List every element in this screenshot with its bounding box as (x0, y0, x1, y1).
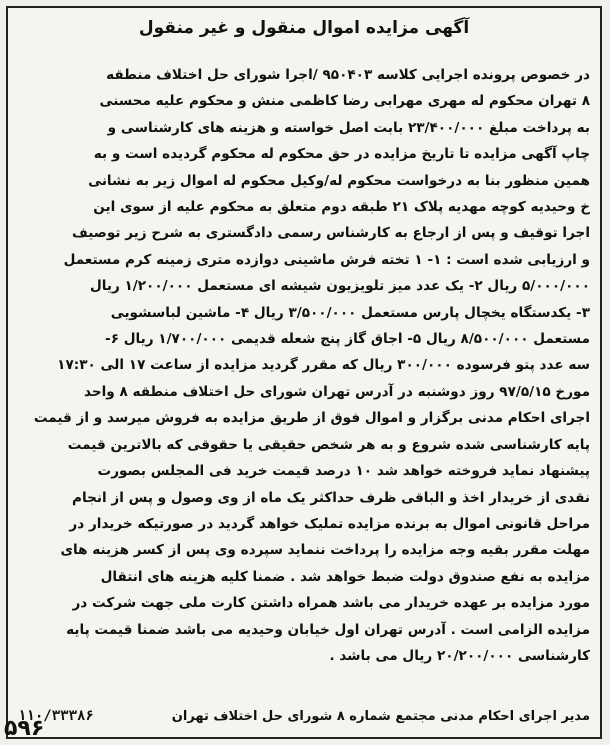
body-line: ۵/۰۰۰/۰۰۰ ریال ۲- یک عدد میز تلویزیون شیشه ای مستعمل ۱/۲۰۰/۰۰۰ ریال (89, 278, 590, 295)
body-line: خ وحیدیه کوچه مهدیه پلاک ۲۱ طبقه دوم متعلق به محکوم علیه از سوی این (93, 199, 590, 216)
body-line: مزایده الزامی است . آدرس تهران اول خیابان وحیدیه می باشد ضمنا قیمت پایه (66, 621, 590, 638)
notice-title: آگهی مزایده اموال منقول و غیر منقول (138, 18, 470, 38)
body-line: مراحل قانونی اموال به برنده مزایده تملیک خواهد گردید در صورتیکه خریدار در (69, 515, 590, 532)
body-line: نقدی از خریدار اخذ و الباقی ظرف حداکثر یک ماه از وی وصول و پس از انجام (72, 489, 590, 506)
body-line: مستعمل ۸/۵۰۰/۰۰۰ ریال ۵- اجاق گاز پنج شعله قدیمی ۱/۷۰۰/۰۰۰ ریال ۶- (105, 331, 590, 348)
body-line: کارشناسی ۲۰/۲۰۰/۰۰۰ ریال می باشد . (329, 647, 590, 664)
body-line: در خصوص پرونده اجرایی کلاسه ۹۵۰۴۰۳ /اجرا شورای حل اختلاف منطقه (106, 67, 590, 83)
body-line: چاپ آگهی مزایده تا تاریخ مزایده در حق محکوم له محکوم گردیده است و به (93, 146, 590, 163)
body-line: به پرداخت مبلغ ۲۳/۴۰۰/۰۰۰ بابت اصل خواسته و هزینه های کارشناسی و (107, 119, 590, 136)
body-line: مورخ ۹۷/۵/۱۵ روز دوشنبه در آدرس تهران شورای حل اختلاف منطقه ۸ واحد (83, 383, 590, 400)
notice-footer (18, 708, 590, 724)
reference-number: ۱۱۰/۳۳۳۸۶ (18, 708, 94, 724)
body-line: پیشنهاد نماید فروخته خواهد شد ۱۰ درصد قیمت خرید فی المجلس بصورت (97, 463, 590, 480)
body-line: ۸ تهران محکوم له مهری مهرابی رضا کاظمی منش و محکوم علیه محسنی (99, 93, 590, 110)
signature: مدیر اجرای احکام مدنی مجتمع شماره ۸ شورای حل اختلاف تهران (171, 709, 590, 724)
body-line: ۳- یکدستگاه یخچال پارس مستعمل ۳/۵۰۰/۰۰۰ ریال ۴- ماشین لباسشویی (110, 304, 590, 321)
auction-notice (6, 6, 602, 739)
notice-body (18, 62, 590, 669)
body-line: و ارزیابی شده است : ۱- ۱ تخته فرش ماشینی دوازده متری زمینه کرم مستعمل (63, 251, 590, 268)
issue-number: ۵۹۶ (4, 716, 45, 741)
body-line: اجرا توقیف و پس از ارجاع به کارشناس رسمی دادگستری به شرح زیر توصیف (72, 225, 590, 242)
body-line: مزایده به نفع صندوق دولت ضبط خواهد شد . ضمنا کلیه هزینه های انتقال (100, 568, 590, 585)
body-line: اجرای احکام مدنی برگزار و اموال فوق از طریق مزایده به فروش میرسد و از قیمت (33, 410, 590, 427)
body-line: سه عدد پتو فرسوده ۳۰۰/۰۰۰ ریال که مقرر گردید مزایده از ساعت ۱۷ الی ۱۷:۳۰ (57, 357, 590, 374)
body-line: همین منظور بنا به درخواست محکوم له/وکیل محکوم له اموال زیر به نشانی (88, 172, 590, 189)
body-line: پایه کارشناسی شده شروع و به هر شخص حقیقی یا حقوقی که بالاترین قیمت (67, 436, 590, 453)
body-line: مورد مزایده بر عهده خریدار می باشد همراه داشتن کارت ملی جهت شرکت در (72, 595, 590, 612)
body-line: مهلت مقرر بقیه وجه مزایده را پرداخت ننماید سپرده وی پس از کسر هزینه های (60, 542, 590, 559)
